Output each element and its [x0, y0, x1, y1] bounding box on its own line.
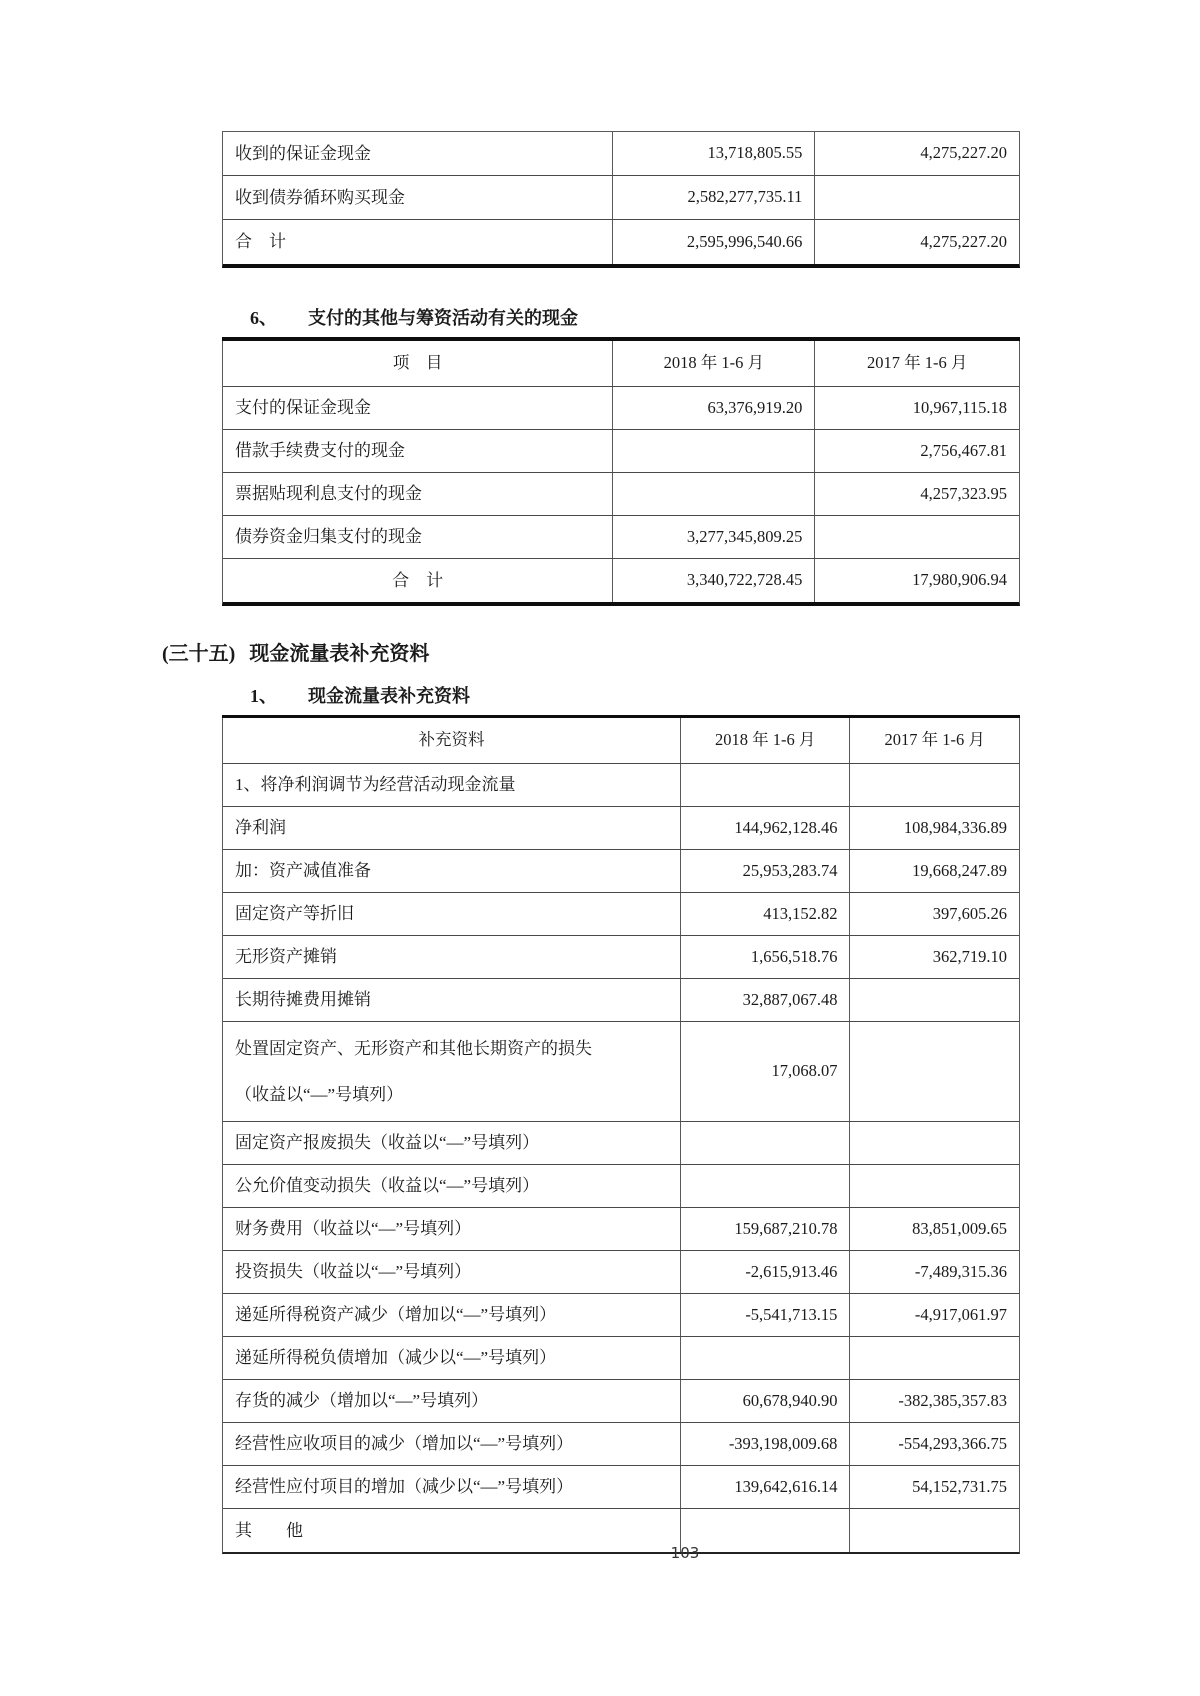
value-2018: 1,656,518.76	[680, 936, 850, 978]
section6-heading	[222, 304, 1020, 341]
table-row	[223, 132, 1019, 176]
header-2018: 2018 年 1-6 月	[612, 341, 814, 386]
row-label: 公允价值变动损失（收益以“—”号填列）	[235, 1176, 540, 1196]
header-2017: 2017 年 1-6 月	[849, 718, 1019, 763]
table-row	[223, 516, 1019, 559]
row-label: 长期待摊费用摊销	[235, 990, 371, 1010]
value-2017: 19,668,247.89	[849, 850, 1019, 892]
row-label: 存货的减少（增加以“—”号填列）	[235, 1391, 489, 1411]
row-label: 支付的保证金现金	[235, 398, 371, 418]
row-label: 加：资产减值准备	[235, 861, 371, 881]
value-2018: 13,718,805.55	[612, 132, 814, 175]
section6-number: 6、	[250, 308, 277, 328]
table-row	[223, 764, 1019, 807]
row-label: 固定资产等折旧	[235, 904, 354, 924]
value-2018: 3,340,722,728.45	[612, 559, 814, 602]
value-2018	[612, 430, 814, 472]
header-item: 补充资料	[418, 730, 485, 750]
section35-subheading	[222, 682, 1020, 718]
value-2018	[680, 1337, 850, 1379]
row-label: 1、将净利润调节为经营活动现金流量	[235, 775, 516, 795]
row-label: 收到债券循环购买现金	[235, 187, 405, 207]
table-row	[223, 1022, 1019, 1122]
subheading-number: 1、	[250, 686, 277, 706]
table-row	[223, 1251, 1019, 1294]
value-2018: 139,642,616.14	[680, 1466, 850, 1508]
table-row	[223, 1294, 1019, 1337]
row-label: 经营性应付项目的增加（减少以“—”号填列）	[235, 1477, 574, 1497]
row-label: 合 计	[392, 570, 444, 590]
value-2017	[849, 1337, 1019, 1379]
value-2017	[814, 516, 1019, 558]
page-number: 103	[670, 1544, 700, 1562]
value-2018: 17,068.07	[680, 1022, 850, 1121]
row-label: 无形资产摊销	[235, 947, 337, 967]
value-2017: -554,293,366.75	[849, 1423, 1019, 1465]
row-label: 递延所得税负债增加（减少以“—”号填列）	[235, 1348, 557, 1368]
subheading-title: 现金流量表补充资料	[308, 686, 470, 706]
table-header-row	[223, 718, 1019, 764]
value-2017: 362,719.10	[849, 936, 1019, 978]
row-label: 其 他	[235, 1520, 303, 1540]
value-2017	[849, 1022, 1019, 1121]
table-row	[223, 1337, 1019, 1380]
value-2017: 397,605.26	[849, 893, 1019, 935]
table-row	[223, 893, 1019, 936]
value-2018	[680, 1165, 850, 1207]
section35-heading	[162, 640, 1020, 668]
value-2018	[612, 473, 814, 515]
value-2018: 2,595,996,540.66	[612, 220, 814, 264]
total-row	[223, 220, 1019, 264]
header-2017: 2017 年 1-6 月	[814, 341, 1019, 386]
value-2017: 4,275,227.20	[814, 220, 1019, 264]
value-2017: 10,967,115.18	[814, 387, 1019, 429]
value-2018: 2,582,277,735.11	[612, 176, 814, 219]
value-2018: 63,376,919.20	[612, 387, 814, 429]
section6-title: 支付的其他与筹资活动有关的现金	[308, 308, 578, 328]
row-label: 财务费用（收益以“—”号填列）	[235, 1219, 472, 1239]
value-2017	[849, 979, 1019, 1021]
value-2018	[680, 764, 850, 806]
value-2018: -2,615,913.46	[680, 1251, 850, 1293]
table-row	[223, 1208, 1019, 1251]
header-2018: 2018 年 1-6 月	[680, 718, 850, 763]
value-2018: -393,198,009.68	[680, 1423, 850, 1465]
table-row	[223, 1509, 1019, 1552]
value-2017: 108,984,336.89	[849, 807, 1019, 849]
row-label: 债券资金归集支付的现金	[235, 527, 422, 547]
section6-table	[222, 341, 1020, 606]
document-page	[162, 0, 1020, 1554]
table-row	[223, 430, 1019, 473]
row-label: 票据贴现利息支付的现金	[235, 484, 422, 504]
value-2017	[849, 764, 1019, 806]
row-label: 投资损失（收益以“—”号填列）	[235, 1262, 472, 1282]
table-row	[223, 1380, 1019, 1423]
value-2018: 60,678,940.90	[680, 1380, 850, 1422]
table-row	[223, 1423, 1019, 1466]
value-2018: 159,687,210.78	[680, 1208, 850, 1250]
supplementary-table	[222, 718, 1020, 1554]
table-row	[223, 1122, 1019, 1165]
table-row	[223, 979, 1019, 1022]
table-row	[223, 1165, 1019, 1208]
value-2017: 54,152,731.75	[849, 1466, 1019, 1508]
section35-title: 现金流量表补充资料	[249, 643, 430, 665]
value-2018: -5,541,713.15	[680, 1294, 850, 1336]
row-label: 递延所得税资产减少（增加以“—”号填列）	[235, 1305, 557, 1325]
value-2018: 144,962,128.46	[680, 807, 850, 849]
value-2018: 25,953,283.74	[680, 850, 850, 892]
row-label	[223, 1022, 680, 1121]
value-2017: 2,756,467.81	[814, 430, 1019, 472]
section35-number: (三十五)	[162, 643, 236, 665]
row-label: 借款手续费支付的现金	[235, 441, 405, 461]
row-label-line1: 处置固定资产、无形资产和其他长期资产的损失	[235, 1039, 592, 1059]
value-2017: 17,980,906.94	[814, 559, 1019, 602]
value-2017	[849, 1165, 1019, 1207]
table-row	[223, 850, 1019, 893]
header-item: 项 目	[392, 353, 443, 373]
row-label: 合 计	[235, 232, 286, 252]
table-row	[223, 176, 1019, 220]
value-2017: -7,489,315.36	[849, 1251, 1019, 1293]
row-label: 经营性应收项目的减少（增加以“—”号填列）	[235, 1434, 574, 1454]
value-2018	[680, 1122, 850, 1164]
value-2018: 3,277,345,809.25	[612, 516, 814, 558]
table-row	[223, 936, 1019, 979]
table-row	[223, 387, 1019, 430]
value-2017: 4,257,323.95	[814, 473, 1019, 515]
row-label-line2: （收益以“—”号填列）	[235, 1084, 404, 1104]
value-2017: 4,275,227.20	[814, 132, 1019, 175]
row-label: 固定资产报废损失（收益以“—”号填列）	[235, 1133, 540, 1153]
value-2017	[849, 1509, 1019, 1552]
value-2017: -382,385,357.83	[849, 1380, 1019, 1422]
value-2017	[849, 1122, 1019, 1164]
value-2017: -4,917,061.97	[849, 1294, 1019, 1336]
table-header-row	[223, 341, 1019, 387]
total-row	[223, 559, 1019, 602]
row-label: 净利润	[235, 818, 286, 838]
carryover-table	[222, 131, 1020, 268]
table-row	[223, 473, 1019, 516]
table-row	[223, 807, 1019, 850]
value-2017: 83,851,009.65	[849, 1208, 1019, 1250]
row-label: 收到的保证金现金	[235, 143, 371, 163]
table-row	[223, 1466, 1019, 1509]
value-2018: 32,887,067.48	[680, 979, 850, 1021]
value-2018: 413,152.82	[680, 893, 850, 935]
value-2017	[814, 176, 1019, 219]
